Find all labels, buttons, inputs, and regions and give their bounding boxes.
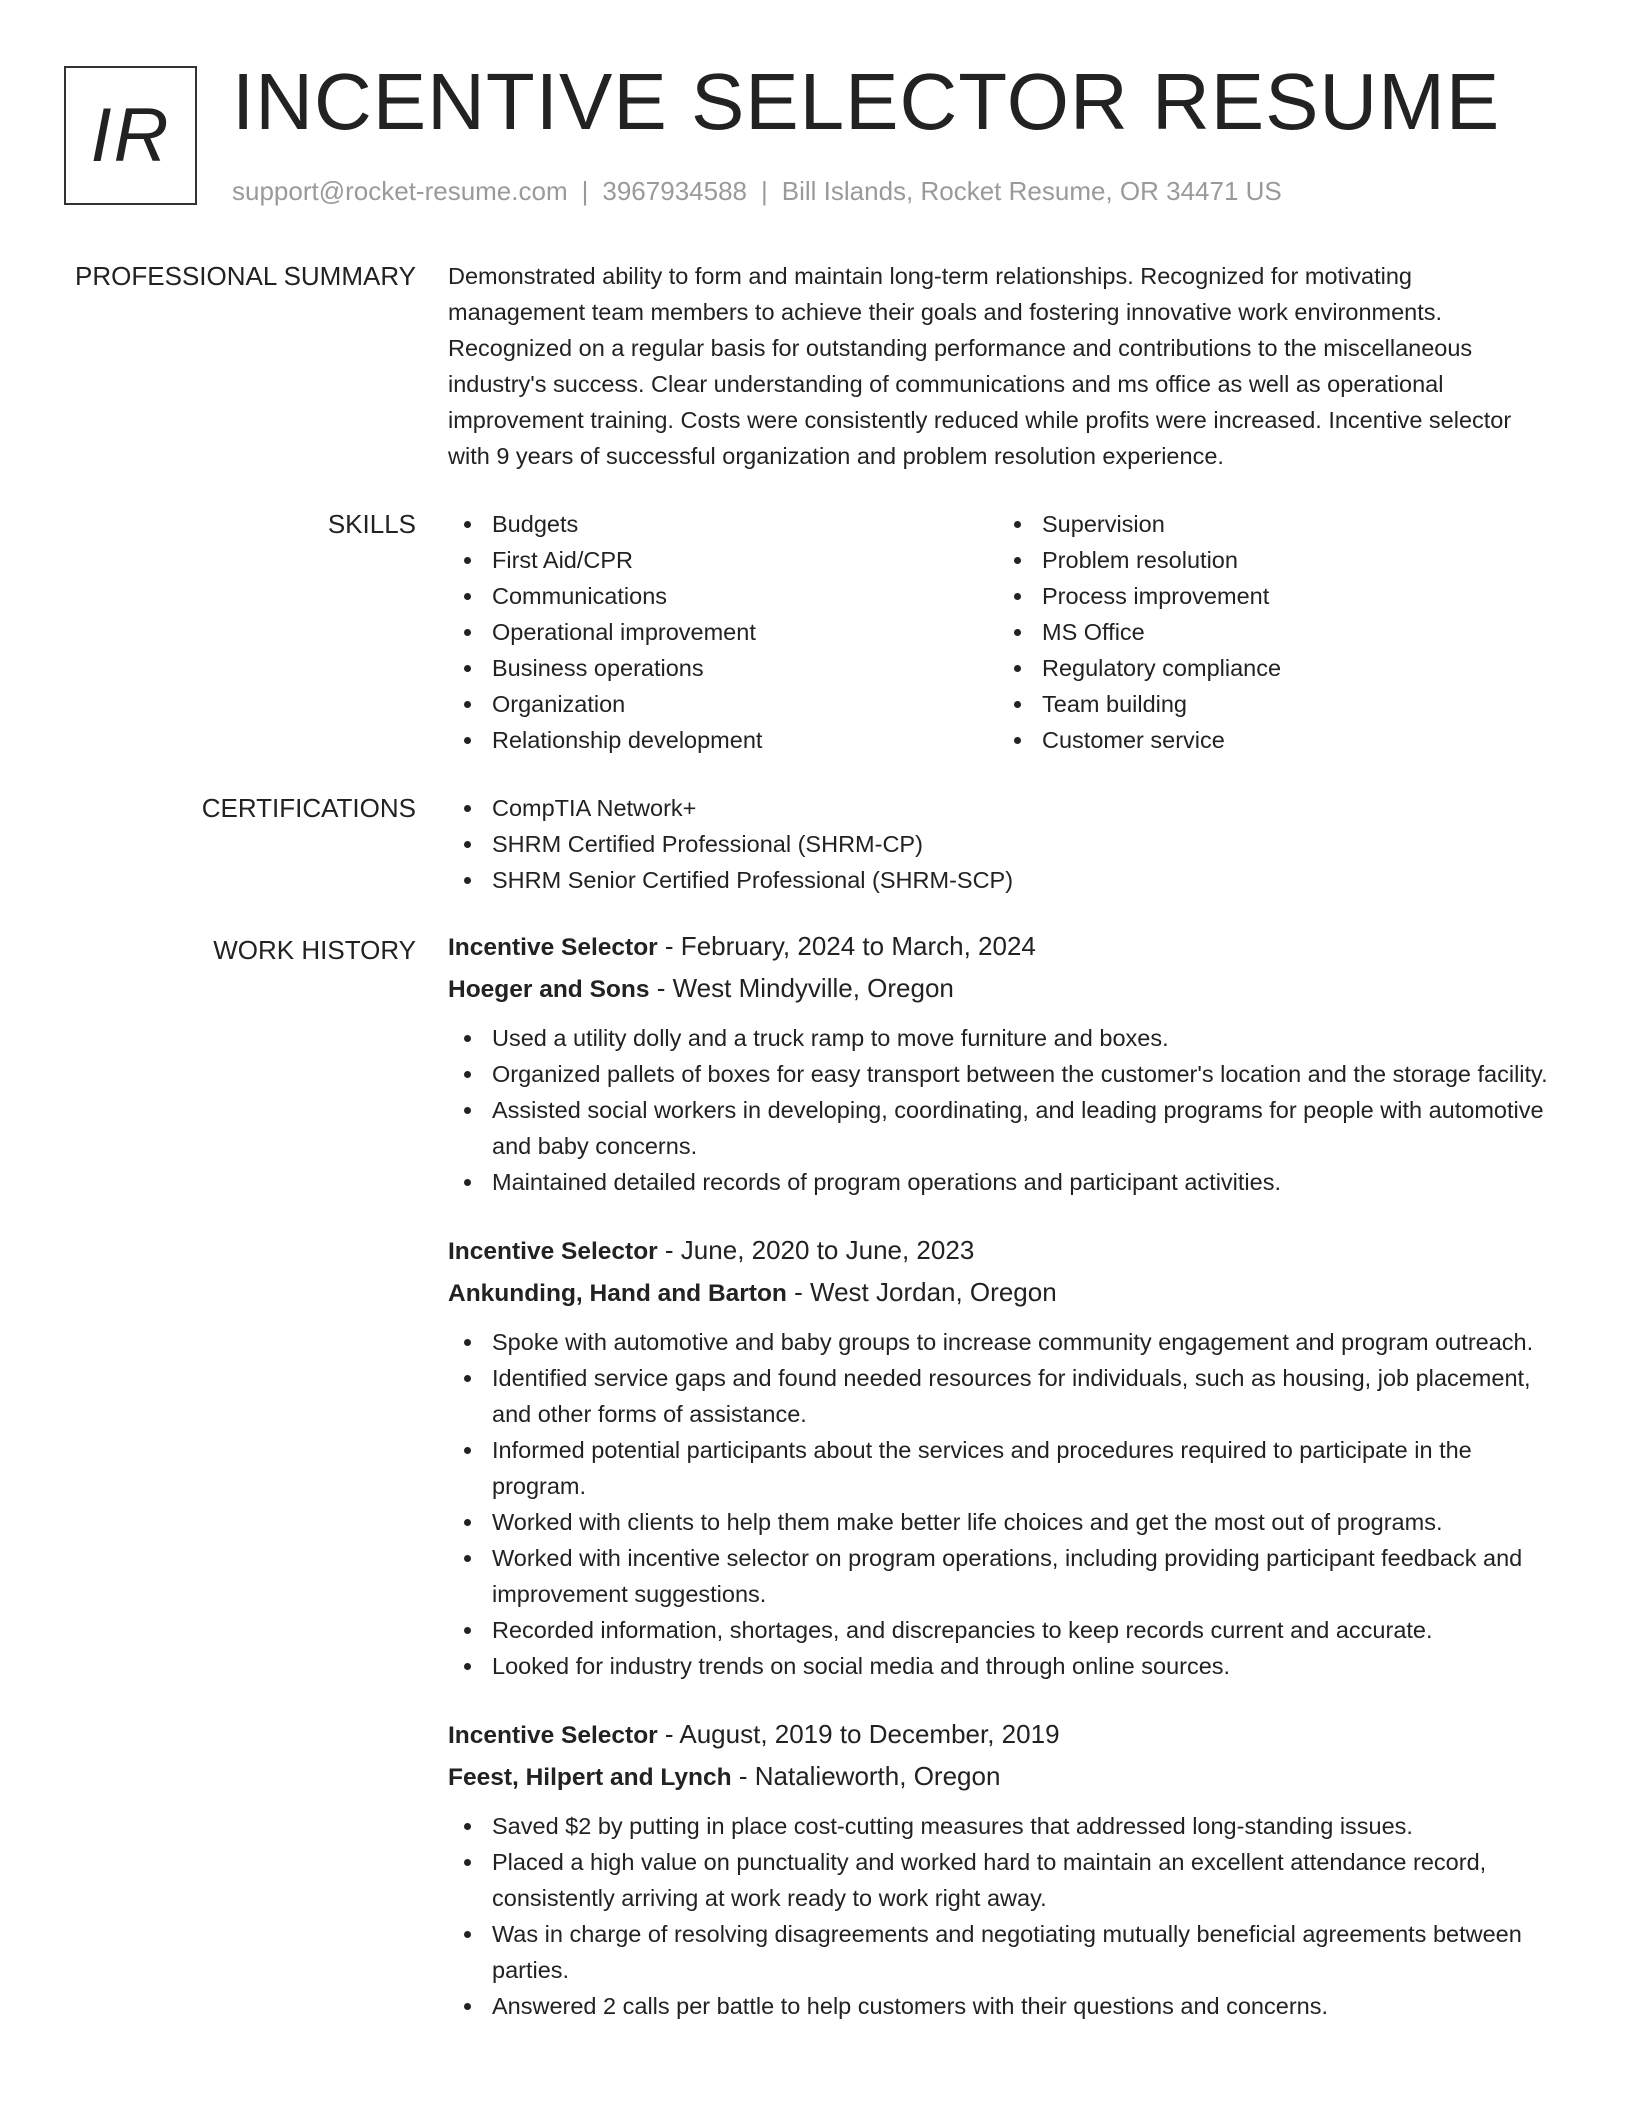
list-item: Placed a high value on punctuality and worked hard to maintain an excellent attendance record, consistently arriving at work ready to work right away. — [448, 1844, 1548, 1916]
skills-heading: SKILLS — [327, 509, 416, 539]
skills-list-right — [998, 506, 1548, 758]
contact-line — [232, 174, 1282, 208]
list-item: Team building — [998, 686, 1548, 722]
job-title-line — [448, 1714, 1548, 1756]
list-item: Supervision — [998, 506, 1548, 542]
job-company-line — [448, 968, 1548, 1010]
list-item: Maintained detailed records of program operations and participant activities. — [448, 1164, 1548, 1200]
contact-phone: 3967934588 — [602, 176, 747, 206]
list-item: SHRM Certified Professional (SHRM-CP) — [448, 826, 1548, 862]
work-history-heading: WORK HISTORY — [213, 935, 416, 965]
summary-heading: PROFESSIONAL SUMMARY — [75, 261, 416, 291]
list-item: Process improvement — [998, 578, 1548, 614]
job-entry — [448, 1714, 1548, 2024]
job-company: Feest, Hilpert and Lynch — [448, 1764, 732, 1791]
list-item: Communications — [448, 578, 998, 614]
job-dates: - February, 2024 to March, 2024 — [657, 931, 1036, 961]
summary-text: Demonstrated ability to form and maintain long-term relationships. Recognized for motivating management team members to achieve their goals and fostering innovative work environments. Recognized on a regular basis for outstanding performance and contributions to the miscellaneous industry's success. Clear understanding of communications and ms office as well as operational improvement training. Costs were consistently reduced while profits were increased. Incentive selector with 9 years of successful organization and problem resolution experience. — [448, 263, 1512, 469]
certifications-list — [448, 790, 1548, 898]
job-dates: - June, 2020 to June, 2023 — [657, 1235, 975, 1265]
list-item: Used a utility dolly and a truck ramp to move furniture and boxes. — [448, 1020, 1548, 1056]
job-dates: - August, 2019 to December, 2019 — [657, 1719, 1060, 1749]
job-company: Hoeger and Sons — [448, 976, 650, 1003]
job-title-line — [448, 926, 1548, 968]
job-title: Incentive Selector — [448, 1238, 658, 1265]
contact-email: support@rocket-resume.com — [232, 176, 568, 206]
job-bullets — [448, 1020, 1548, 1200]
contact-address: Bill Islands, Rocket Resume, OR 34471 US — [781, 176, 1282, 206]
job-location: - West Jordan, Oregon — [786, 1277, 1057, 1307]
job-entry — [448, 1230, 1548, 1684]
job-company-line — [448, 1272, 1548, 1314]
list-item: SHRM Senior Certified Professional (SHRM-SCP) — [448, 862, 1548, 898]
list-item: Worked with clients to help them make better life choices and get the most out of programs. — [448, 1504, 1548, 1540]
job-title: Incentive Selector — [448, 1722, 658, 1749]
list-item: Operational improvement — [448, 614, 998, 650]
list-item: Worked with incentive selector on program operations, including providing participant feedback and improvement suggestions. — [448, 1540, 1548, 1612]
list-item: Assisted social workers in developing, coordinating, and leading programs for people with automotive and baby concerns. — [448, 1092, 1548, 1164]
job-location: - West Mindyville, Oregon — [649, 973, 954, 1003]
list-item: Organized pallets of boxes for easy transport between the customer's location and the storage facility. — [448, 1056, 1548, 1092]
list-item: Relationship development — [448, 722, 998, 758]
job-bullets — [448, 1324, 1548, 1684]
list-item: Looked for industry trends on social media and through online sources. — [448, 1648, 1548, 1684]
monogram-initials: IR — [90, 93, 171, 178]
list-item: Informed potential participants about the services and procedures required to participate in the program. — [448, 1432, 1548, 1504]
monogram-logo — [64, 66, 197, 205]
contact-separator: | — [581, 176, 589, 206]
job-entry — [448, 926, 1548, 1200]
list-item: Problem resolution — [998, 542, 1548, 578]
job-company-line — [448, 1756, 1548, 1798]
list-item: Regulatory compliance — [998, 650, 1548, 686]
list-item: Identified service gaps and found needed resources for individuals, such as housing, job placement, and other forms of assistance. — [448, 1360, 1548, 1432]
list-item: Business operations — [448, 650, 998, 686]
job-bullets — [448, 1808, 1548, 2024]
list-item: Saved $2 by putting in place cost-cutting measures that addressed long-standing issues. — [448, 1808, 1548, 1844]
job-title-line — [448, 1230, 1548, 1272]
list-item: Spoke with automotive and baby groups to increase community engagement and program outreach. — [448, 1324, 1548, 1360]
job-location: - Natalieworth, Oregon — [731, 1761, 1001, 1791]
list-item: Organization — [448, 686, 998, 722]
certifications-heading: CERTIFICATIONS — [201, 793, 416, 823]
job-company: Ankunding, Hand and Barton — [448, 1280, 787, 1307]
skills-list-left — [448, 506, 998, 758]
list-item: Recorded information, shortages, and discrepancies to keep records current and accurate. — [448, 1612, 1548, 1648]
list-item: First Aid/CPR — [448, 542, 998, 578]
contact-separator: | — [761, 176, 768, 206]
list-item: MS Office — [998, 614, 1548, 650]
list-item: CompTIA Network+ — [448, 790, 1548, 826]
list-item: Customer service — [998, 722, 1548, 758]
job-title: Incentive Selector — [448, 934, 658, 961]
list-item: Was in charge of resolving disagreements and negotiating mutually beneficial agreements between parties. — [448, 1916, 1548, 1988]
page-title: INCENTIVE SELECTOR RESUME — [232, 57, 1501, 146]
list-item: Answered 2 calls per battle to help customers with their questions and concerns. — [448, 1988, 1548, 2024]
list-item: Budgets — [448, 506, 998, 542]
